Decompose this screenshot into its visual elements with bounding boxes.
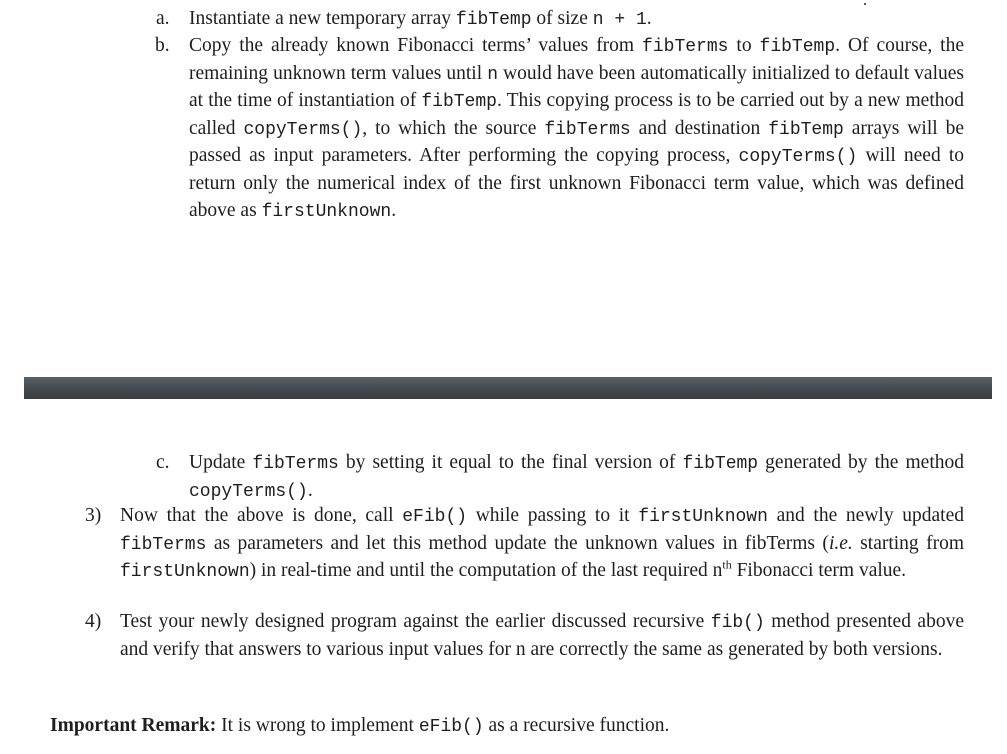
item-a-marker: a. — [156, 8, 170, 29]
text: Now that the above is done, call — [120, 505, 403, 526]
text: Instantiate a new temporary array — [189, 8, 456, 29]
code-fibtemp: fibTemp — [768, 119, 844, 140]
code-firstunknown: firstUnknown — [120, 562, 250, 583]
code-firstunknown: firstUnknown — [638, 507, 768, 527]
code-fibterms: fibTerms — [544, 119, 631, 140]
item-b-marker: b. — [155, 35, 170, 56]
item-4-marker: 4) — [85, 611, 102, 632]
item-c-marker: c. — [156, 452, 170, 473]
code-n: n — [487, 64, 499, 85]
text-ie: i.e. — [828, 532, 853, 554]
code-fibterms: fibTerms — [120, 534, 207, 555]
text: to — [728, 35, 760, 56]
code-fib: fib() — [710, 613, 765, 633]
text: while passing to it — [467, 505, 639, 526]
item-3-text — [120, 503, 964, 586]
text: would have been automatically initialized to default values at the time of instantiation of — [189, 62, 965, 112]
text: ) in real-time and until the computation of the last required n — [249, 560, 723, 582]
text: It is wrong to implement — [216, 715, 419, 736]
item-3-marker: 3) — [85, 505, 102, 526]
code-fibtemp: fibTemp — [455, 10, 532, 30]
text: . This copying process is to be carried out by a new method called — [189, 90, 964, 139]
page-break-divider — [24, 377, 992, 399]
code-copyterms: copyTerms() — [738, 147, 858, 168]
text: Update — [189, 452, 253, 473]
code-fibtemp: fibTemp — [682, 454, 759, 474]
remark-label: Important Remark: — [50, 715, 217, 736]
text: Copy the already known Fibonacci terms’ values from — [189, 35, 643, 56]
superscript-th: th — [722, 557, 732, 572]
code-copyterms: copyTerms() — [243, 119, 363, 140]
text: and destination — [630, 117, 769, 139]
text: by setting it equal to the final version of — [338, 452, 683, 473]
text: Fibonacci term value. — [731, 560, 907, 582]
code-firstunknown: firstUnknown — [261, 201, 392, 222]
text: , to which the source — [362, 117, 545, 139]
text: . — [391, 199, 397, 221]
item-c-text — [189, 450, 964, 505]
item-4-text — [120, 609, 964, 663]
scan-speck — [864, 3, 866, 5]
text: as parameters and let this method update the unknown values in fibTerms ( — [206, 532, 829, 554]
code-copyterms: copyTerms() — [189, 481, 308, 502]
important-remark — [50, 713, 950, 740]
code-fibterms: fibTerms — [252, 454, 339, 474]
text: . — [646, 8, 652, 29]
code-fibtemp: fibTemp — [421, 92, 497, 113]
code-fibtemp: fibTemp — [759, 37, 836, 57]
text: generated by the method — [758, 452, 964, 473]
text: starting from — [852, 532, 964, 554]
code-efib: eFib() — [402, 507, 468, 527]
text: as a recursive function. — [483, 715, 670, 736]
text: arrays will be passed as input parameters. After performing the copying process, — [189, 117, 964, 167]
text: will need to return only the numerical index of the first unknown Fibonacci term value, which was defined above as — [189, 145, 964, 221]
text: and the newly updated — [767, 505, 964, 526]
item-b-text — [189, 33, 964, 225]
item-a-text — [189, 7, 969, 32]
text: of size — [531, 8, 593, 29]
text: . — [307, 479, 313, 501]
text: . Of course, the remaining unknown term values until — [189, 35, 964, 84]
code-n-plus-1: n + 1 — [592, 10, 647, 30]
text: method presented above and verify that answers to various input values for n are correctly the same as generated by both versions. — [120, 611, 964, 660]
text: Test your newly designed program against the earlier discussed recursive — [120, 611, 711, 632]
code-efib: eFib() — [418, 717, 484, 737]
code-fibterms: fibTerms — [642, 37, 729, 57]
